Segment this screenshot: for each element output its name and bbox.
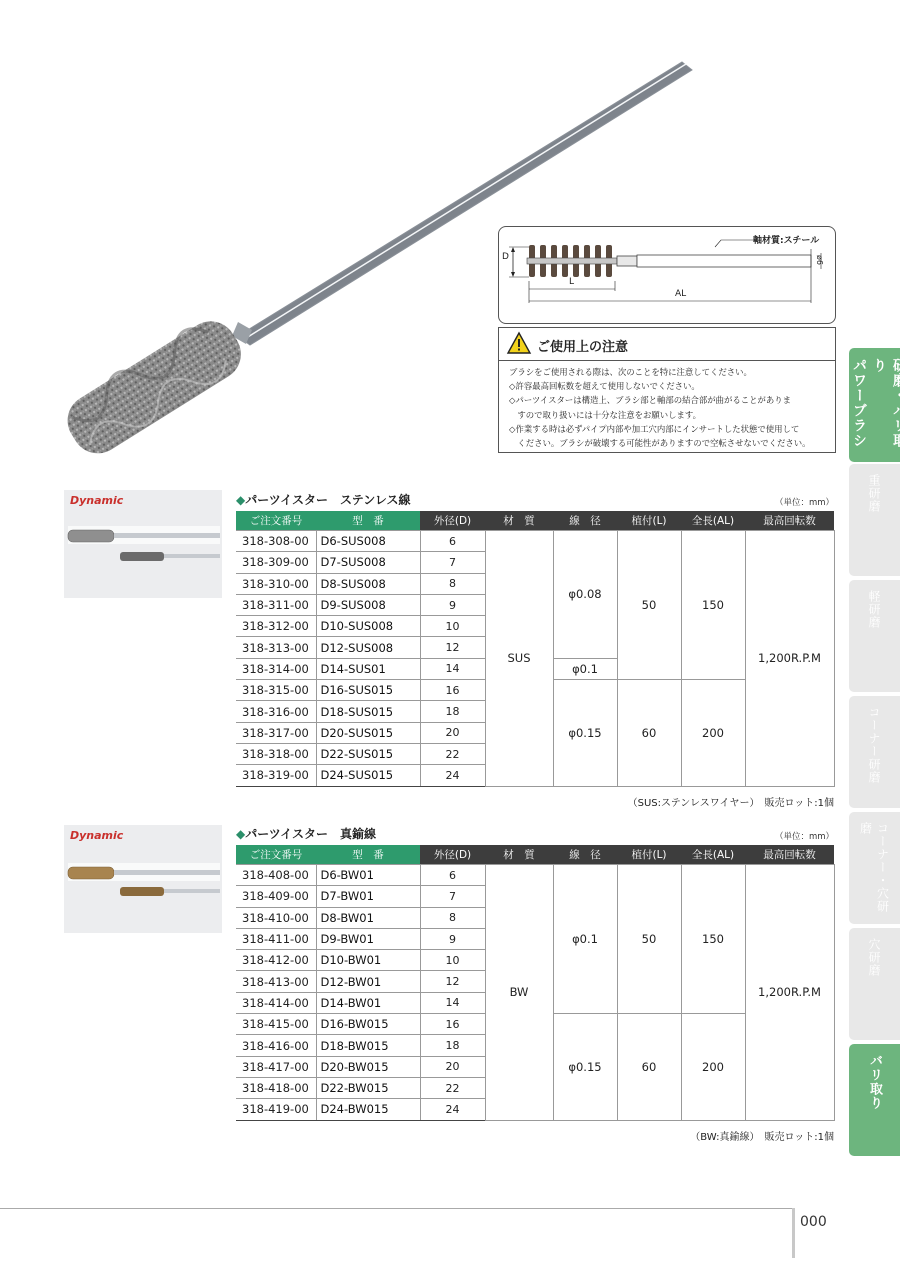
order-code: 318-309-00 bbox=[236, 552, 316, 573]
sales-note: （BW:真鍮線） 販売ロット:1個 bbox=[690, 1132, 834, 1143]
tab-corner-grinding[interactable] bbox=[849, 696, 900, 808]
col-header-bristle: 植付(L) bbox=[617, 511, 681, 531]
outer-diameter: 16 bbox=[420, 680, 485, 701]
model-number: D22-BW015 bbox=[316, 1077, 420, 1098]
rpm-cell: 1,200R.P.M bbox=[745, 531, 834, 787]
outer-diameter: 22 bbox=[420, 743, 485, 764]
outer-diameter: 18 bbox=[420, 1035, 485, 1056]
col-header-material: 材 質 bbox=[485, 845, 553, 865]
outer-diameter: 18 bbox=[420, 701, 485, 722]
col-header-code: ご注文番号 bbox=[236, 511, 316, 531]
tab-hole-grinding[interactable] bbox=[849, 928, 900, 1040]
model-number: D12-SUS008 bbox=[316, 637, 420, 658]
tab-label: コーナー・穴研磨 bbox=[858, 822, 890, 913]
order-code: 318-311-00 bbox=[236, 594, 316, 615]
col-header-wire: 線 径 bbox=[553, 511, 617, 531]
dimension-diagram bbox=[498, 226, 836, 324]
order-code: 318-308-00 bbox=[236, 531, 316, 552]
tab-label: コーナー研磨 bbox=[867, 706, 881, 784]
model-number: D16-BW015 bbox=[316, 1014, 420, 1035]
model-number: D7-BW01 bbox=[316, 886, 420, 907]
unit-label: （単位：mm） bbox=[774, 498, 834, 508]
outer-diameter: 8 bbox=[420, 907, 485, 928]
order-code: 318-316-00 bbox=[236, 701, 316, 722]
order-code: 318-413-00 bbox=[236, 971, 316, 992]
tab-label: バリ取り bbox=[867, 1054, 882, 1110]
col-header-model: 型 番 bbox=[316, 511, 420, 531]
tab-corner-hole-grinding[interactable] bbox=[849, 812, 900, 924]
length-cell: 150 bbox=[681, 865, 745, 1014]
col-header-length: 全長(AL) bbox=[681, 845, 745, 865]
outer-diameter: 14 bbox=[420, 658, 485, 679]
warning-icon bbox=[507, 332, 531, 354]
wire-cell: φ0.1 bbox=[553, 658, 617, 679]
section-title bbox=[236, 491, 411, 508]
col-header-rpm: 最高回転数 bbox=[745, 845, 834, 865]
caution-box bbox=[498, 327, 836, 453]
outer-diameter: 7 bbox=[420, 552, 485, 573]
footer-divider bbox=[0, 1208, 792, 1209]
order-code: 318-418-00 bbox=[236, 1077, 316, 1098]
outer-diameter: 24 bbox=[420, 1099, 485, 1120]
col-header-od: 外径(D) bbox=[420, 511, 485, 531]
model-number: D18-SUS015 bbox=[316, 701, 420, 722]
diamond-icon: ◆ bbox=[236, 827, 246, 841]
table-row bbox=[236, 531, 834, 552]
model-number: D9-BW01 bbox=[316, 928, 420, 949]
caution-title: ご使用上の注意 bbox=[537, 340, 629, 355]
footer-page-marker bbox=[792, 1208, 795, 1258]
model-number: D20-BW015 bbox=[316, 1056, 420, 1077]
order-code: 318-312-00 bbox=[236, 616, 316, 637]
tab-label: 重研磨 bbox=[867, 474, 881, 513]
wire-cell: φ0.08 bbox=[553, 531, 617, 659]
outer-diameter: 20 bbox=[420, 1056, 485, 1077]
order-code: 318-414-00 bbox=[236, 992, 316, 1013]
unit-label: （単位：mm） bbox=[774, 832, 834, 842]
col-header-material: 材 質 bbox=[485, 511, 553, 531]
tab-deburring[interactable] bbox=[849, 1044, 900, 1156]
caution-header bbox=[499, 328, 835, 361]
outer-diameter: 22 bbox=[420, 1077, 485, 1098]
outer-diameter: 14 bbox=[420, 992, 485, 1013]
col-header-code: ご注文番号 bbox=[236, 845, 316, 865]
brush-image bbox=[64, 825, 222, 933]
order-code: 318-310-00 bbox=[236, 573, 316, 594]
wire-cell: φ0.15 bbox=[553, 680, 617, 786]
outer-diameter: 6 bbox=[420, 865, 485, 886]
rpm-cell: 1,200R.P.M bbox=[745, 865, 834, 1121]
wire-cell: φ0.1 bbox=[553, 865, 617, 1014]
tab-power-brush[interactable] bbox=[849, 348, 907, 462]
section-title-text: パーツイスター ステンレス線 bbox=[245, 493, 411, 507]
model-number: D9-SUS008 bbox=[316, 594, 420, 615]
order-code: 318-416-00 bbox=[236, 1035, 316, 1056]
model-number: D24-BW015 bbox=[316, 1099, 420, 1120]
outer-diameter: 20 bbox=[420, 722, 485, 743]
outer-diameter: 16 bbox=[420, 1014, 485, 1035]
length-cell: 150 bbox=[681, 531, 745, 680]
order-code: 318-317-00 bbox=[236, 722, 316, 743]
outer-diameter: 8 bbox=[420, 573, 485, 594]
tab-label: 穴研磨 bbox=[867, 938, 881, 977]
model-number: D16-SUS015 bbox=[316, 680, 420, 701]
table-header bbox=[236, 511, 834, 531]
sales-note: （SUS:ステンレスワイヤー） 販売ロット:1個 bbox=[627, 798, 834, 809]
order-code: 318-318-00 bbox=[236, 743, 316, 764]
brand-logo: Dynamic bbox=[70, 494, 124, 507]
outer-diameter: 9 bbox=[420, 928, 485, 949]
bristle-cell: 60 bbox=[617, 1014, 681, 1120]
bristle-cell: 60 bbox=[617, 680, 681, 786]
material-cell: BW bbox=[485, 865, 553, 1121]
outer-diameter: 24 bbox=[420, 765, 485, 786]
caution-body: ブラシをご使用される際は、次のことを特に注意してください。 ◇許容最高回転数を超えて使用しないでください。 ◇パーツイスターは構造上、ブラシ部と軸部の結合部が曲がることがありま すので取り扱いには十分な注意をお願いします。 ◇作業する時は必ずパイプ内部や加工穴内部にインサートした状態で使用して ください。ブラシが破壊する可能性がありますので空転させないでください。 bbox=[509, 367, 811, 449]
model-number: D10-BW01 bbox=[316, 950, 420, 971]
col-header-model: 型 番 bbox=[316, 845, 420, 865]
model-number: D7-SUS008 bbox=[316, 552, 420, 573]
table-row bbox=[236, 865, 834, 886]
length-cell: 200 bbox=[681, 680, 745, 786]
outer-diameter: 7 bbox=[420, 886, 485, 907]
product-thumbnail bbox=[64, 490, 222, 598]
outer-diameter: 6 bbox=[420, 531, 485, 552]
order-code: 318-319-00 bbox=[236, 765, 316, 786]
shaft-material-label: 軸材質:スチール bbox=[753, 236, 820, 246]
tab-label: 軽研磨 bbox=[867, 590, 881, 629]
length-cell: 200 bbox=[681, 1014, 745, 1120]
col-header-rpm: 最高回転数 bbox=[745, 511, 834, 531]
brush-image bbox=[64, 490, 222, 598]
model-number: D14-BW01 bbox=[316, 992, 420, 1013]
outer-diameter: 9 bbox=[420, 594, 485, 615]
wire-cell: φ0.15 bbox=[553, 1014, 617, 1120]
order-code: 318-411-00 bbox=[236, 928, 316, 949]
tab-label: 研磨・バリ取り パワーブラシ bbox=[851, 358, 907, 448]
order-code: 318-409-00 bbox=[236, 886, 316, 907]
col-header-wire: 線 径 bbox=[553, 845, 617, 865]
col-header-length: 全長(AL) bbox=[681, 511, 745, 531]
order-code: 318-315-00 bbox=[236, 680, 316, 701]
order-code: 318-419-00 bbox=[236, 1099, 316, 1120]
tab-heavy-grinding[interactable] bbox=[849, 464, 900, 576]
material-cell: SUS bbox=[485, 531, 553, 787]
spec-table bbox=[236, 845, 835, 1121]
order-code: 318-408-00 bbox=[236, 865, 316, 886]
page-number: 000 bbox=[800, 1214, 827, 1230]
model-number: D6-SUS008 bbox=[316, 531, 420, 552]
order-code: 318-417-00 bbox=[236, 1056, 316, 1077]
model-number: D20-SUS015 bbox=[316, 722, 420, 743]
model-number: D24-SUS015 bbox=[316, 765, 420, 786]
outer-diameter: 10 bbox=[420, 616, 485, 637]
model-number: D8-BW01 bbox=[316, 907, 420, 928]
bristle-cell: 50 bbox=[617, 531, 681, 680]
outer-diameter: 10 bbox=[420, 950, 485, 971]
brand-logo: Dynamic bbox=[70, 829, 124, 842]
col-header-bristle: 植付(L) bbox=[617, 845, 681, 865]
table-header bbox=[236, 845, 834, 865]
spec-table bbox=[236, 511, 835, 787]
col-header-od: 外径(D) bbox=[420, 845, 485, 865]
dim-shaft-dia-label: ø6 bbox=[815, 255, 824, 265]
model-number: D22-SUS015 bbox=[316, 743, 420, 764]
model-number: D18-BW015 bbox=[316, 1035, 420, 1056]
tab-light-grinding[interactable] bbox=[849, 580, 900, 692]
model-number: D6-BW01 bbox=[316, 865, 420, 886]
outer-diameter: 12 bbox=[420, 637, 485, 658]
dim-l-label: L bbox=[569, 277, 575, 287]
section-title bbox=[236, 825, 376, 842]
order-code: 318-410-00 bbox=[236, 907, 316, 928]
model-number: D14-SUS01 bbox=[316, 658, 420, 679]
order-code: 318-415-00 bbox=[236, 1014, 316, 1035]
outer-diameter: 12 bbox=[420, 971, 485, 992]
diamond-icon: ◆ bbox=[236, 493, 246, 507]
order-code: 318-313-00 bbox=[236, 637, 316, 658]
section-title-text: パーツイスター 真鍮線 bbox=[245, 827, 377, 841]
order-code: 318-412-00 bbox=[236, 950, 316, 971]
model-number: D8-SUS008 bbox=[316, 573, 420, 594]
bristle-cell: 50 bbox=[617, 865, 681, 1014]
dim-al-label: AL bbox=[675, 289, 687, 299]
order-code: 318-314-00 bbox=[236, 658, 316, 679]
dim-d-label: D bbox=[502, 252, 509, 262]
model-number: D10-SUS008 bbox=[316, 616, 420, 637]
model-number: D12-BW01 bbox=[316, 971, 420, 992]
product-thumbnail bbox=[64, 825, 222, 933]
